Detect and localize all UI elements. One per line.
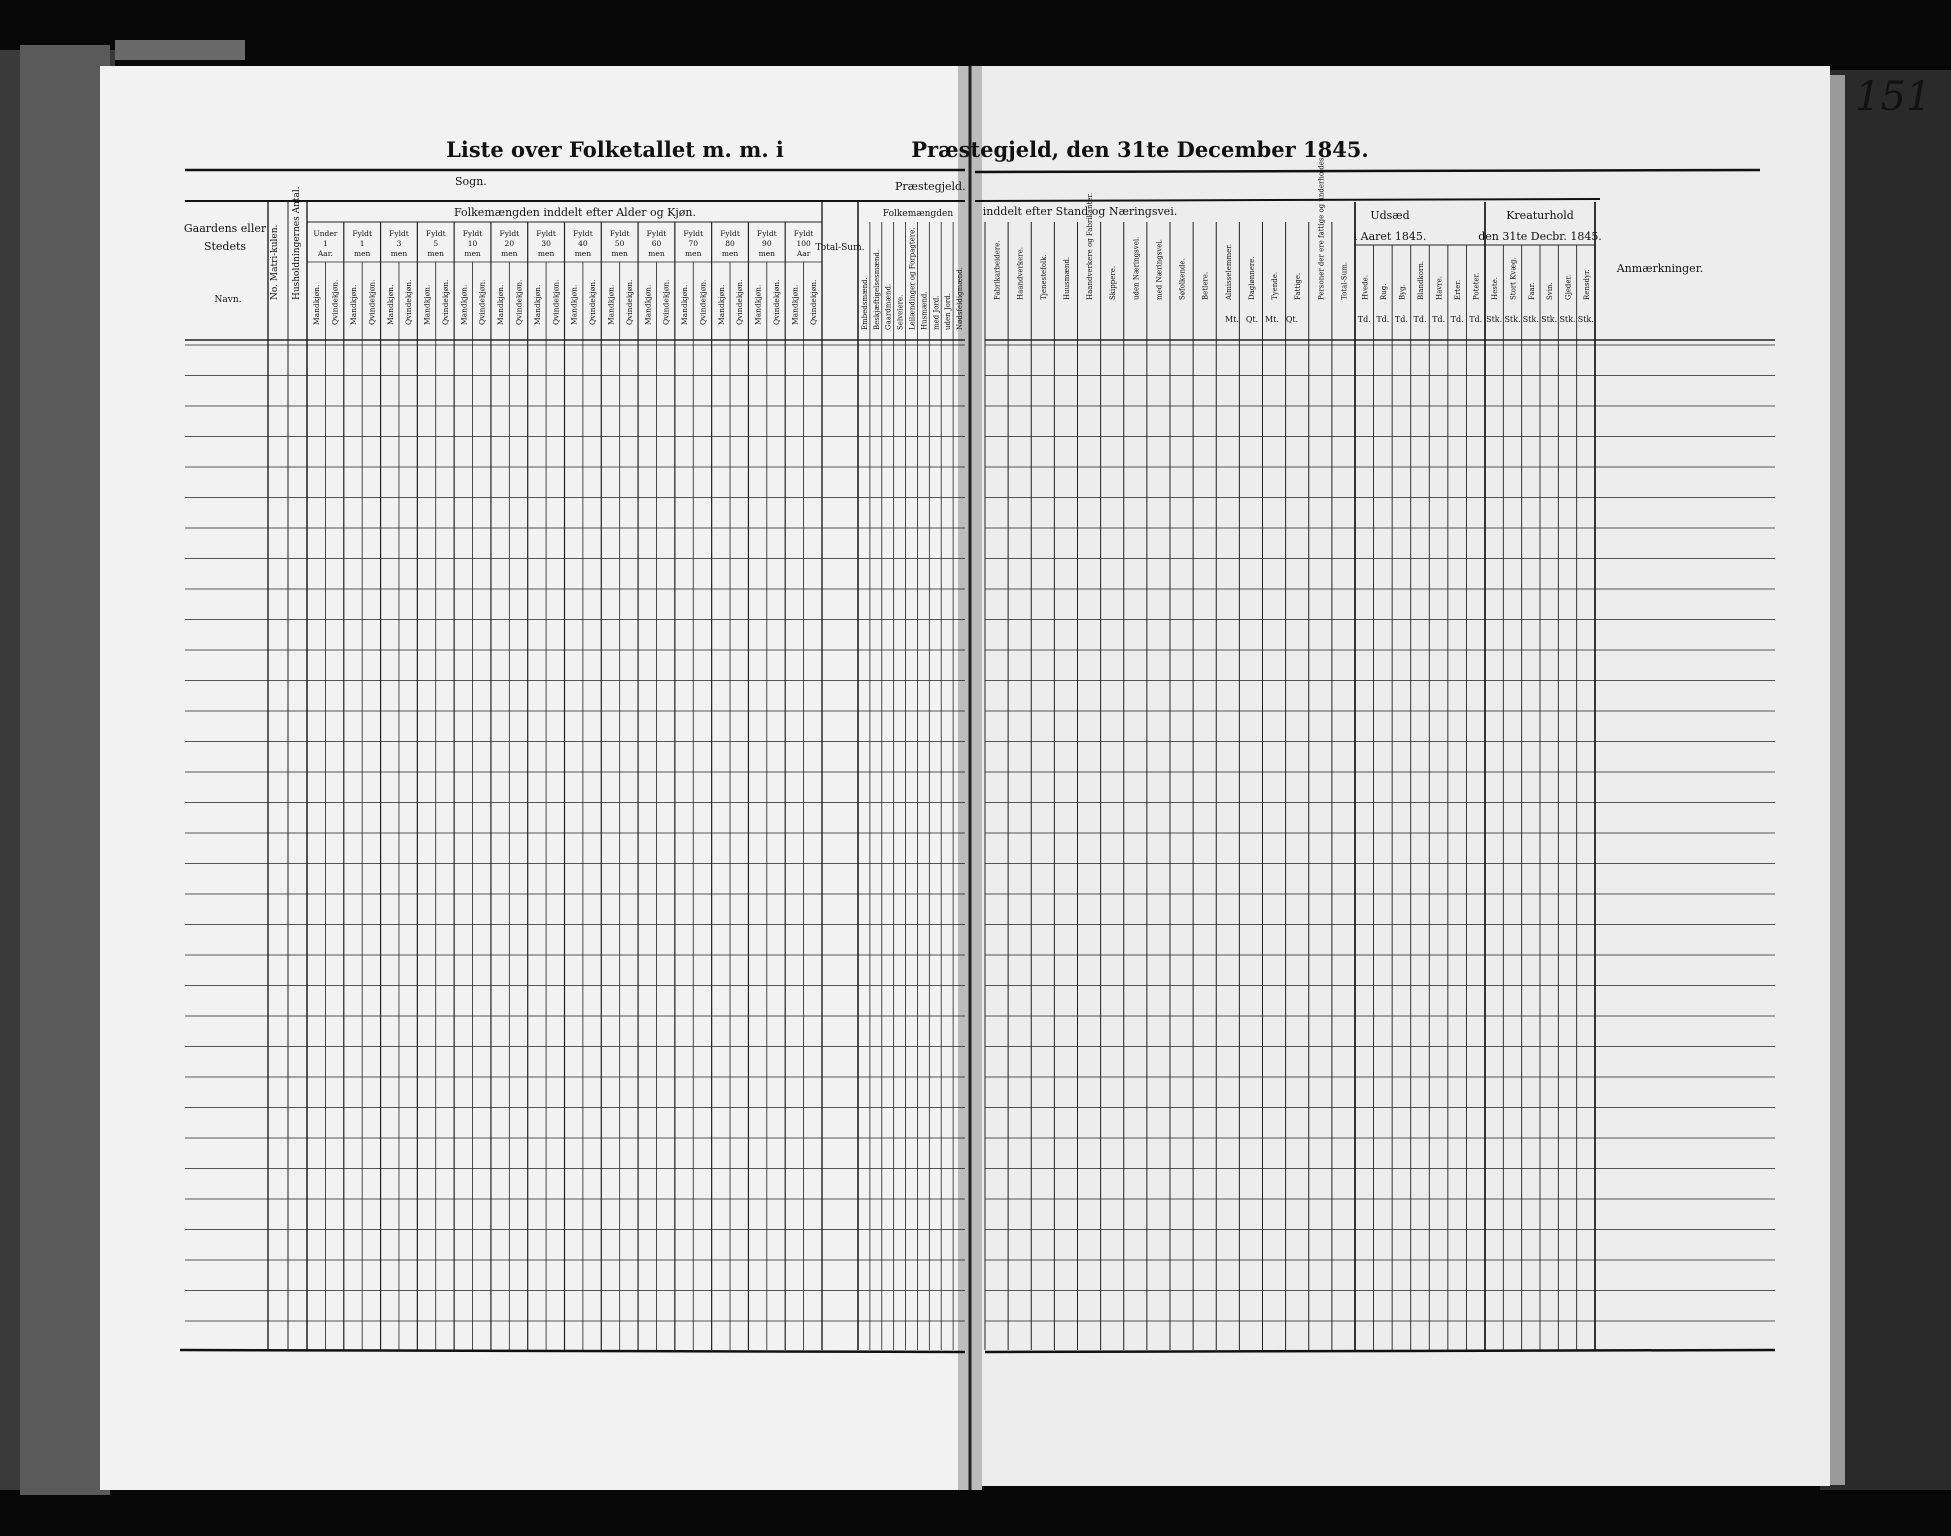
sex-label-male: Mandkjøn.: [569, 284, 579, 325]
sex-label-female: Qvindekjøn.: [404, 279, 414, 325]
right-col-label: Total-Sum.: [1340, 261, 1349, 300]
age-group-label: men: [721, 249, 739, 258]
right-col-label: uden Næringsvei.: [1132, 236, 1141, 300]
sex-label-female: Qvindekjøn.: [514, 279, 524, 325]
matrikul-header: No. Matri-kulen.: [270, 224, 280, 300]
stk-label: Stk.: [1522, 315, 1539, 324]
navn-header: Navn.: [214, 295, 242, 305]
age-group-label: 40: [578, 239, 588, 248]
sex-label-male: Mandkjøn.: [606, 284, 616, 325]
age-group-label: men: [648, 249, 665, 258]
right-col-label: Søfolkende.: [1178, 258, 1187, 300]
tdr-label: Td.: [1450, 315, 1464, 324]
sex-label-female: Qvindekjøn.: [367, 279, 377, 325]
age-group-label: 80: [725, 239, 735, 248]
sex-label-female: Qvindekjøn.: [624, 279, 634, 325]
right-col-label: Tjenestefolk.: [1039, 254, 1048, 300]
age-group-label: Fyldt: [609, 229, 630, 238]
left-page: [100, 66, 970, 1490]
mal-label: Qt.: [1285, 315, 1299, 324]
left-title: Liste over Folketallet m. m. i: [446, 137, 784, 162]
stk-label: Stk.: [1486, 315, 1503, 324]
anmaerkninger-header: Anmærkninger.: [1616, 262, 1704, 275]
age-group-label: Aar: [796, 249, 811, 258]
sex-label-female: Qvindekjøn.: [661, 279, 671, 325]
right-col-label: Huusmænd.: [1062, 256, 1071, 300]
right-title: Præstegjeld, den 31te December 1845.: [911, 137, 1369, 162]
age-group-label: Fyldt: [720, 229, 740, 238]
age-group-label: men: [353, 249, 371, 258]
sex-label-male: Mandkjøn.: [790, 284, 800, 325]
total-sum-header: Total-Sum.: [815, 243, 865, 253]
age-group-label: 30: [541, 239, 551, 248]
sex-label-female: Qvindekjøn.: [698, 279, 708, 325]
udsaed-col-label: Byg.: [1398, 284, 1407, 300]
sex-label-female: Qvindekjøn.: [477, 279, 487, 325]
age-group-label: men: [611, 249, 628, 258]
tdr-label: Td.: [1376, 315, 1390, 324]
page-number: 151: [1855, 74, 1932, 120]
kreatur-col-label: Faar.: [1527, 282, 1536, 300]
tdr-label: Td.: [1432, 315, 1446, 324]
gaard-header-1: Gaardens eller: [183, 222, 267, 235]
stand-header: inddelt efter Stand og Næringsvei.: [982, 205, 1178, 218]
stand-col-label: Gaardmænd.: [884, 283, 893, 330]
udsaed-col-label: Havre.: [1435, 276, 1444, 300]
stand-col-label: Husmænd.: [920, 291, 929, 330]
sex-label-male: Mandkjøn.: [348, 284, 358, 325]
sex-label-female: Qvindekjøn.: [808, 279, 818, 325]
sex-label-male: Mandkjøn.: [643, 284, 653, 325]
sex-label-female: Qvindekjøn.: [588, 279, 598, 325]
right-col-label: Fabrikarbeidere.: [993, 240, 1002, 300]
udsaed-header-2: i Aaret 1845.: [1353, 230, 1427, 243]
stand-col-label: Embedsmænd.: [860, 277, 869, 330]
stand-col-label: uden Jord.: [944, 293, 953, 330]
age-group-label: 3: [396, 239, 402, 248]
stand-col-label: Beskjæftigelsesmænd.: [872, 249, 881, 330]
age-group-label: men: [537, 249, 555, 258]
sex-label-female: Qvindekjøn.: [440, 279, 450, 325]
udsaed-col-label: Poteter.: [1472, 272, 1481, 300]
age-group-label: Fyldt: [646, 229, 667, 238]
tdr-label: Td.: [1413, 315, 1427, 324]
age-group-label: men: [464, 249, 481, 258]
right-col-label: Tyende.: [1271, 271, 1280, 300]
age-group-label: Fyldt: [499, 229, 520, 238]
age-group-label: men: [427, 249, 444, 258]
stk-label: Stk.: [1504, 315, 1521, 324]
mal-label: Qt.: [1245, 315, 1259, 324]
age-group-label: 50: [614, 239, 625, 248]
kreatur-col-label: Svin.: [1546, 282, 1555, 300]
age-group-label: Fyldt: [536, 229, 556, 238]
age-group-header: Folkemængden inddelt efter Alder og Kjøn.: [453, 206, 697, 219]
age-group-label: men: [758, 249, 776, 258]
age-group-label: 60: [651, 239, 662, 248]
age-group-label: Fyldt: [793, 229, 814, 238]
sex-label-female: Qvindekjøn.: [772, 279, 782, 325]
age-group-label: 10: [467, 239, 478, 248]
stand-col-label: med Jord.: [932, 295, 941, 330]
right-col-label: Skippere.: [1109, 265, 1118, 300]
age-group-label: Aar.: [317, 249, 333, 258]
age-group-label: 1: [359, 239, 365, 248]
age-group-label: 1: [323, 239, 328, 248]
tdr-label: Td.: [1357, 315, 1371, 324]
right-page: [970, 66, 1830, 1486]
stk-label: Stk.: [1559, 315, 1576, 324]
sex-label-male: Mandkjøn.: [496, 284, 506, 325]
kreatur-header-2: den 31te Decbr. 1845.: [1478, 230, 1602, 243]
stk-label: Stk.: [1577, 315, 1594, 324]
age-group-label: 20: [504, 239, 515, 248]
sogn-label: Sogn.: [455, 175, 487, 188]
age-group-label: men: [574, 249, 592, 258]
right-col-label: Haandverkere.: [1016, 247, 1025, 300]
kreatur-col-label: Rensdyr.: [1582, 269, 1591, 300]
right-col-label: med Næringsvei.: [1155, 239, 1164, 300]
age-group-label: 100: [796, 239, 811, 248]
right-col-label: Daglønnere.: [1247, 256, 1256, 300]
tdr-label: Td.: [1469, 315, 1483, 324]
age-group-label: Fyldt: [389, 229, 409, 238]
mal-label: Mt.: [1225, 315, 1239, 324]
age-group-label: Fyldt: [573, 229, 593, 238]
age-group-label: Fyldt: [683, 229, 704, 238]
sex-label-male: Mandkjøn.: [716, 284, 726, 325]
folkemaengden-header: Folkemængden: [882, 209, 954, 219]
sex-label-male: Mandkjøn.: [422, 284, 432, 325]
sex-label-female: Qvindekjøn.: [330, 279, 340, 325]
udsaed-header-1: Udsæd: [1370, 209, 1410, 222]
stand-col-label: Selveiere.: [896, 294, 905, 330]
kreatur-col-label: Heste.: [1491, 276, 1500, 300]
sex-label-male: Mandkjøn.: [753, 284, 763, 325]
right-col-label: Personer der ere fattige og underholdes.: [1317, 155, 1326, 300]
age-group-label: men: [390, 249, 408, 258]
sex-label-male: Mandkjøn.: [312, 284, 322, 325]
sex-label-female: Qvindekjøn.: [735, 279, 745, 325]
udsaed-col-label: Blandkorn.: [1417, 260, 1425, 300]
stk-label: Stk.: [1541, 315, 1558, 324]
tdr-label: Td.: [1394, 315, 1408, 324]
right-col-label: Fattige.: [1294, 272, 1303, 300]
sex-label-male: Mandkjøn.: [385, 284, 395, 325]
sex-label-male: Mandkjøn.: [532, 284, 542, 325]
sex-label-male: Mandkjøn.: [680, 284, 690, 325]
age-group-label: men: [685, 249, 702, 258]
kreatur-col-label: Stort Kvæg.: [1509, 257, 1518, 300]
stand-col-label: Nødsfeldigmænd.: [956, 266, 965, 330]
age-group-label: men: [501, 249, 518, 258]
udsaed-col-label: Hvede.: [1361, 274, 1370, 300]
kreatur-header-1: Kreaturhold: [1506, 209, 1574, 222]
age-group-label: Fyldt: [756, 229, 777, 238]
age-group-label: Under: [313, 229, 338, 238]
udsaed-col-label: Rug.: [1379, 283, 1388, 300]
age-group-label: 90: [762, 239, 772, 248]
age-group-label: Fyldt: [352, 229, 373, 238]
praestegjeld-label: Præstegjeld.: [895, 180, 966, 193]
stand-col-label: Leilændinger og Forpagtere.: [908, 227, 917, 330]
right-col-label: Betlere.: [1201, 271, 1210, 300]
age-group-label: Fyldt: [462, 229, 483, 238]
husholdninger-header: Husholdningernes Antal.: [292, 186, 302, 300]
right-col-label: Haandverkere og Fabrikanter.: [1086, 192, 1095, 300]
udsaed-col-label: Erter.: [1454, 279, 1463, 300]
age-group-label: Fyldt: [425, 229, 446, 238]
gaard-header-2: Stedets: [203, 240, 247, 253]
sex-label-female: Qvindekjøn.: [551, 279, 561, 325]
mal-label: Mt.: [1265, 315, 1279, 324]
sex-label-male: Mandkjøn.: [459, 284, 469, 325]
kreatur-col-label: Gjeder.: [1564, 274, 1573, 300]
age-group-label: 5: [433, 239, 439, 248]
right-col-label: Almisselemmer.: [1224, 243, 1233, 300]
age-group-label: 70: [688, 239, 699, 248]
